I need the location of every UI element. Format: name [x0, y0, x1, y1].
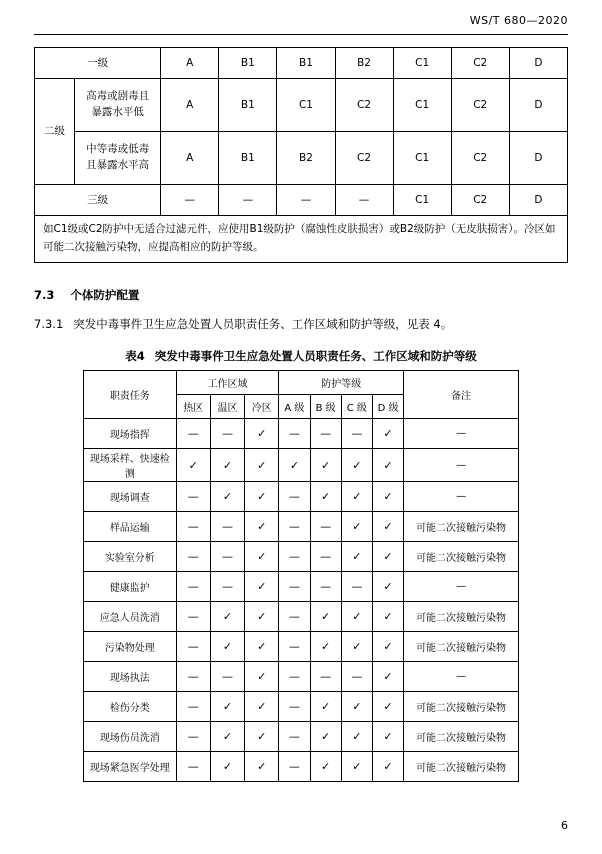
level-cell: — — [279, 482, 310, 512]
level-cell: ✓ — [310, 692, 341, 722]
level-cell: ✓ — [372, 752, 403, 782]
zone-cell: ✓ — [210, 752, 244, 782]
table-row — [84, 752, 519, 782]
condition-cell: 高毒或剧毒且 暴露水平低 — [75, 79, 161, 132]
header-zone: 温区 — [210, 395, 244, 419]
zone-cell: ✓ — [245, 419, 279, 449]
zone-cell: ✓ — [245, 602, 279, 632]
task-cell: 健康监护 — [84, 572, 177, 602]
zone-cell: — — [176, 662, 210, 692]
remark-cell: — — [404, 662, 519, 692]
remark-cell: 可能二次接触污染物 — [404, 512, 519, 542]
table-row — [84, 632, 519, 662]
level-cell: — — [310, 542, 341, 572]
cell: C2 — [451, 48, 509, 79]
condition-cell: 中等毒或低毒 且暴露水平高 — [75, 132, 161, 185]
level-cell: — — [279, 722, 310, 752]
remark-cell: — — [404, 419, 519, 449]
level-cell: — — [279, 542, 310, 572]
task-cell: 现场执法 — [84, 662, 177, 692]
zone-cell: — — [176, 692, 210, 722]
zone-cell: — — [176, 542, 210, 572]
cell: C2 — [335, 79, 393, 132]
level-cell: — — [279, 692, 310, 722]
remark-cell: 可能二次接触污染物 — [404, 542, 519, 572]
level-cell: — — [341, 419, 372, 449]
zone-cell: — — [210, 662, 244, 692]
header-level: D 级 — [372, 395, 403, 419]
header-divider — [34, 34, 568, 35]
task-cell: 应急人员洗消 — [84, 602, 177, 632]
level-cell: ✓ — [372, 692, 403, 722]
table-header-row — [84, 371, 519, 395]
level-cell: ✓ — [341, 752, 372, 782]
cell: C1 — [393, 132, 451, 185]
zone-cell: ✓ — [245, 692, 279, 722]
header-zone: 冷区 — [245, 395, 279, 419]
zone-cell: ✓ — [245, 482, 279, 512]
cell: C2 — [451, 132, 509, 185]
level-cell: ✓ — [310, 752, 341, 782]
table-row — [84, 449, 519, 482]
zone-cell: ✓ — [245, 662, 279, 692]
zone-cell: ✓ — [245, 632, 279, 662]
cell: C2 — [451, 79, 509, 132]
remark-cell: 可能二次接触污染物 — [404, 602, 519, 632]
zone-cell: ✓ — [210, 722, 244, 752]
header-task: 职责任务 — [84, 371, 177, 419]
table4-caption — [0, 348, 602, 364]
cell: — — [219, 185, 277, 216]
zone-cell: ✓ — [210, 602, 244, 632]
section-title: 个体防护配置 — [70, 288, 140, 302]
level-cell: ✓ — [372, 632, 403, 662]
level-cell: ✓ — [372, 602, 403, 632]
level-cell: — — [279, 572, 310, 602]
remark-cell: — — [404, 449, 519, 482]
cell: A — [161, 79, 219, 132]
level-cell: ✓ — [341, 512, 372, 542]
cell: B1 — [219, 48, 277, 79]
table-note: 如C1级或C2防护中无适合过滤元件，应使用B1级防护（腐蚀性皮肤损害）或B2级防护（无皮肤损害）。冷区如可能二次接触污染物，应提高相应的防护等级。 — [35, 216, 568, 263]
section-paragraph — [34, 316, 452, 332]
level-cell: ✓ — [372, 572, 403, 602]
level-cell: ✓ — [372, 662, 403, 692]
paragraph-text: 突发中毒事件卫生应急处置人员职责任务、工作区域和防护等级，见表 4。 — [73, 317, 453, 331]
remark-cell: 可能二次接触污染物 — [404, 632, 519, 662]
zone-cell: — — [176, 419, 210, 449]
level-cell: ✓ — [341, 449, 372, 482]
level-cell: ✓ — [372, 449, 403, 482]
zone-cell: ✓ — [245, 449, 279, 482]
cell: B1 — [277, 48, 335, 79]
level-cell: — — [310, 662, 341, 692]
header-level: A 级 — [279, 395, 310, 419]
cell: B2 — [335, 48, 393, 79]
cell: — — [161, 185, 219, 216]
cell: C1 — [393, 185, 451, 216]
level-cell: ✓ — [341, 632, 372, 662]
table-row — [84, 722, 519, 752]
task-cell: 现场指挥 — [84, 419, 177, 449]
task-cell: 实验室分析 — [84, 542, 177, 572]
table-row — [35, 132, 568, 185]
level-cell: ✓ — [310, 449, 341, 482]
table-row — [84, 482, 519, 512]
section-number: 7.3 — [34, 288, 55, 302]
zone-cell: ✓ — [245, 722, 279, 752]
header-level: B 级 — [310, 395, 341, 419]
cell: C1 — [393, 79, 451, 132]
zone-cell: ✓ — [245, 512, 279, 542]
header-zone: 热区 — [176, 395, 210, 419]
task-cell: 样品运输 — [84, 512, 177, 542]
cell: D — [509, 185, 567, 216]
cell: D — [509, 79, 567, 132]
header-level: C 级 — [341, 395, 372, 419]
task-cell: 现场伤员洗消 — [84, 722, 177, 752]
header-standard-code: WS/T 680—2020 — [469, 14, 568, 27]
task-cell: 现场调查 — [84, 482, 177, 512]
zone-cell: — — [176, 722, 210, 752]
table-row — [35, 185, 568, 216]
cell: A — [161, 132, 219, 185]
table-row — [35, 48, 568, 79]
level-cell: ✓ — [372, 419, 403, 449]
level-cell: — — [279, 512, 310, 542]
table-row — [35, 79, 568, 132]
cell: B2 — [277, 132, 335, 185]
level-cell: — — [279, 419, 310, 449]
level-cell: ✓ — [310, 722, 341, 752]
table-row — [84, 419, 519, 449]
level-cell: — — [279, 602, 310, 632]
level-cell: ✓ — [310, 602, 341, 632]
zone-cell: — — [210, 572, 244, 602]
zone-cell: ✓ — [245, 542, 279, 572]
level-cell: — — [341, 662, 372, 692]
table-row — [35, 216, 568, 263]
level-cell: ✓ — [341, 482, 372, 512]
page-number: 6 — [561, 819, 568, 832]
zone-cell: — — [176, 482, 210, 512]
zone-cell: ✓ — [176, 449, 210, 482]
zone-cell: ✓ — [245, 752, 279, 782]
remark-cell: 可能二次接触污染物 — [404, 722, 519, 752]
table-row — [84, 602, 519, 632]
task-cell: 检伤分类 — [84, 692, 177, 722]
level-cell: — — [279, 752, 310, 782]
header-protection-level: 防护等级 — [279, 371, 404, 395]
zone-cell: — — [176, 512, 210, 542]
table-row — [84, 662, 519, 692]
task-cell: 污染物处理 — [84, 632, 177, 662]
level-cell: — — [279, 632, 310, 662]
zone-cell: ✓ — [210, 482, 244, 512]
cell: C1 — [277, 79, 335, 132]
zone-cell: ✓ — [210, 449, 244, 482]
table-row — [84, 542, 519, 572]
cell: B1 — [219, 132, 277, 185]
paragraph-number: 7.3.1 — [34, 317, 64, 331]
remark-cell: — — [404, 482, 519, 512]
zone-cell: — — [176, 572, 210, 602]
level-cell: — — [279, 662, 310, 692]
cell: C1 — [393, 48, 451, 79]
level-cell: ✓ — [310, 632, 341, 662]
zone-cell: — — [176, 752, 210, 782]
cell: — — [277, 185, 335, 216]
zone-cell: ✓ — [210, 692, 244, 722]
level-cell: ✓ — [372, 722, 403, 752]
task-cell: 现场采样、快速检测 — [84, 449, 177, 482]
protection-level-table — [34, 47, 568, 263]
cell: D — [509, 48, 567, 79]
remark-cell: 可能二次接触污染物 — [404, 692, 519, 722]
zone-cell: — — [176, 602, 210, 632]
zone-cell: — — [210, 512, 244, 542]
zone-cell: — — [210, 542, 244, 572]
task-cell: 现场紧急医学处理 — [84, 752, 177, 782]
level-cell: ✓ — [372, 512, 403, 542]
cell: D — [509, 132, 567, 185]
table-row — [84, 512, 519, 542]
zone-cell: ✓ — [210, 632, 244, 662]
cell: B1 — [219, 79, 277, 132]
level-cell: 三级 — [35, 185, 161, 216]
level-cell: 一级 — [35, 48, 161, 79]
table-row — [84, 692, 519, 722]
duty-protection-table — [83, 370, 519, 782]
level-cell: — — [341, 572, 372, 602]
level-cell: — — [310, 419, 341, 449]
zone-cell: — — [210, 419, 244, 449]
level-cell: ✓ — [372, 482, 403, 512]
cell: — — [335, 185, 393, 216]
level-cell: ✓ — [279, 449, 310, 482]
section-heading — [34, 287, 139, 303]
level-cell: ✓ — [341, 692, 372, 722]
header-remark: 备注 — [404, 371, 519, 419]
level-cell: ✓ — [372, 542, 403, 572]
level-cell: ✓ — [341, 602, 372, 632]
remark-cell: — — [404, 572, 519, 602]
level-cell: ✓ — [341, 542, 372, 572]
cell: C2 — [335, 132, 393, 185]
zone-cell: ✓ — [245, 572, 279, 602]
cell: A — [161, 48, 219, 79]
level-cell: — — [310, 512, 341, 542]
table-row — [84, 572, 519, 602]
level-cell: ✓ — [341, 722, 372, 752]
level-cell: — — [310, 572, 341, 602]
header-work-area: 工作区域 — [176, 371, 279, 395]
cell: C2 — [451, 185, 509, 216]
table4-caption-label: 表4 — [125, 349, 145, 363]
level-cell: ✓ — [310, 482, 341, 512]
level-cell: 二级 — [35, 79, 75, 185]
zone-cell: — — [176, 632, 210, 662]
table4-caption-text: 突发中毒事件卫生应急处置人员职责任务、工作区域和防护等级 — [154, 349, 477, 363]
remark-cell: 可能二次接触污染物 — [404, 752, 519, 782]
